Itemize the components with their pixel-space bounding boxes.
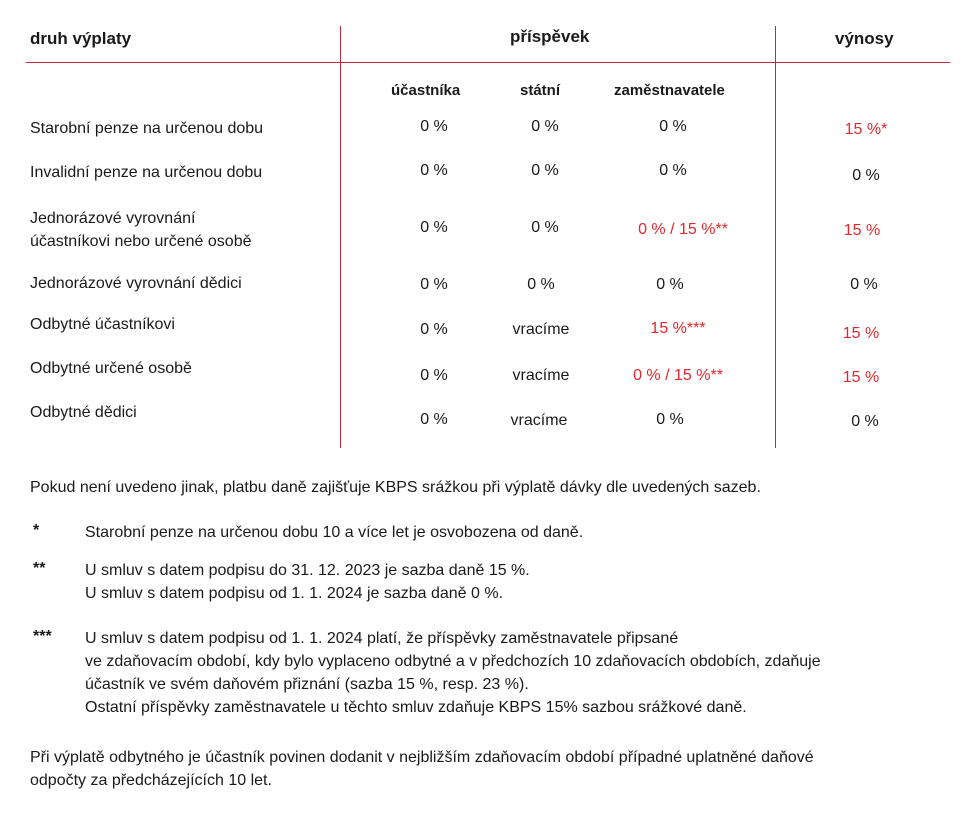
row-label-line2: účastníkovi nebo určené osobě [30,233,252,250]
cell-returns: 0 % [852,167,880,184]
footnote-3-line: ve zdaňovacím období, kdy bylo vyplaceno odbytné a v předchozích 10 zdaňovacích obdobích, zdaňuje [85,653,821,670]
footer-line: odpočty za předcházejících 10 let. [30,772,272,789]
cell-participant: 0 % [420,321,448,338]
tax-note-intro: Pokud není uvedeno jinak, platbu daně zajišťuje KBPS srážkou při výplatě dávky dle uvedených sazeb. [30,479,761,496]
cell-returns: 15 % [842,325,880,342]
column-divider-right [775,26,776,448]
cell-employer: 15 %*** [650,320,706,337]
cell-state: vracíme [512,321,570,338]
row-label: Odbytné určené osobě [30,360,192,377]
subheader-participant: účastníka [391,82,461,99]
cell-state: vracíme [512,367,570,384]
footnote-mark-3: *** [33,628,52,645]
row-label: Jednorázové vyrovnání dědici [30,275,242,292]
column-divider-left [340,26,341,448]
header-type: druh výplaty [30,29,132,48]
footnote-2-line: U smluv s datem podpisu od 1. 1. 2024 je sazba daně 0 %. [85,585,504,602]
cell-state: 0 % [531,162,559,179]
cell-participant: 0 % [420,162,448,179]
footnote-3-line: Ostatní příspěvky zaměstnavatele u těchto smluv zdaňuje KBPS 15% sazbou srážkové daně. [85,699,747,716]
subheader-employer: zaměstnavatele [614,82,725,99]
row-label: Invalidní penze na určenou dobu [30,164,263,181]
cell-returns: 15 % [842,369,880,386]
cell-state: 0 % [527,276,555,293]
cell-participant: 0 % [420,367,448,384]
cell-state: vracíme [510,412,568,429]
footnote-3-line: účastník ve svém daňovém přiznání (sazba 15 %, resp. 23 %). [85,676,529,693]
footnote-2-line: U smluv s datem podpisu do 31. 12. 2023 je sazba daně 15 %. [85,562,530,579]
cell-employer: 0 % / 15 %** [633,367,723,384]
subheader-state: státní [520,82,561,99]
cell-participant: 0 % [420,276,448,293]
cell-employer: 0 % [659,118,687,135]
cell-employer: 0 % [656,276,684,293]
footer-line: Při výplatě odbytného je účastník povinen dodanit v nejbližším zdaňovacím období případné uplatněné daňové [30,749,814,766]
row-label: Odbytné dědici [30,404,137,421]
cell-participant: 0 % [420,219,448,236]
footnote-mark-1: * [33,522,40,539]
footnote-1-line: Starobní penze na určenou dobu 10 a více let je osvobozena od daně. [85,524,584,541]
cell-returns: 15 % [843,222,881,239]
cell-employer: 0 % [656,411,684,428]
cell-returns: 15 %* [844,121,888,138]
cell-returns: 0 % [850,276,878,293]
row-label-line1: Jednorázové vyrovnání [30,210,196,227]
cell-employer: 0 % [659,162,687,179]
row-label: Odbytné účastníkovi [30,316,175,333]
header-returns: výnosy [835,29,894,48]
cell-returns: 0 % [851,413,879,430]
header-contribution: příspěvek [510,27,590,46]
cell-state: 0 % [531,118,559,135]
header-divider [26,62,950,63]
cell-participant: 0 % [420,411,448,428]
cell-participant: 0 % [420,118,448,135]
cell-state: 0 % [531,219,559,236]
footnote-mark-2: ** [33,560,46,577]
cell-employer: 0 % / 15 %** [638,221,728,238]
footnote-3-line: U smluv s datem podpisu od 1. 1. 2024 platí, že příspěvky zaměstnavatele připsané [85,630,679,647]
row-label: Starobní penze na určenou dobu [30,120,264,137]
